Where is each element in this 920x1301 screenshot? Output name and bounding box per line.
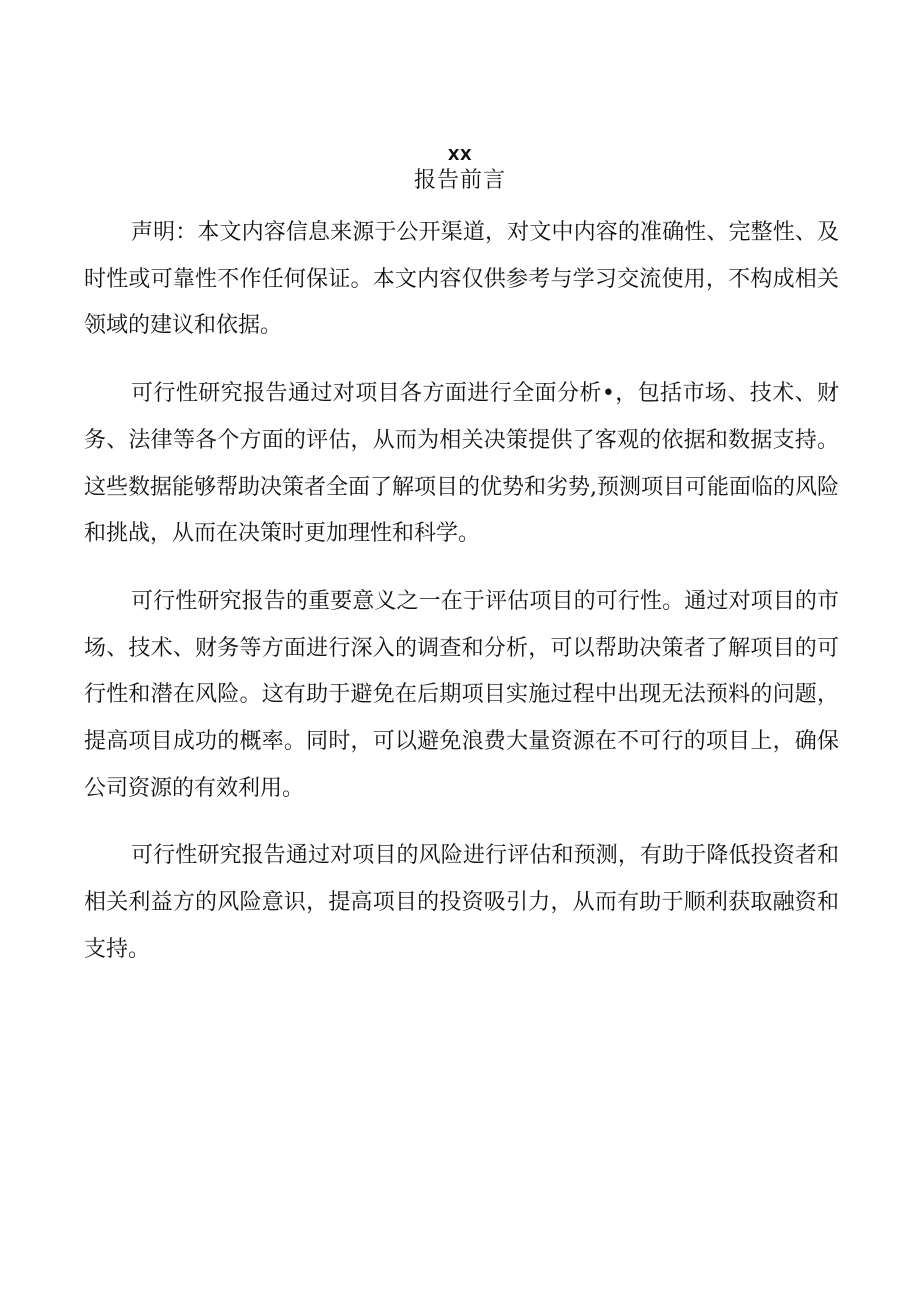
paragraph-feasibility: 可行性研究报告的重要意义之一在于评估项目的可行性。通过对项目的市场、技术、财务等方面进行深入的调查和分析，可以帮助决策者了解项目的可行性和潜在风险。这有助于避免在后期项目实施过程中出现无法预料的问题，提高项目成功的概率。同时，可以避免浪费大量资源在不可行的项目上，确保公司资源的有效利用。: [84, 588, 839, 801]
paragraph-analysis: 可行性研究报告通过对项目各方面进行全面分析•，包括市场、技术、财务、法律等各个方面的评估，从而为相关决策提供了客观的依据和数据支持。这些数据能够帮助决策者全面了解项目的优势和劣势,预测项目可能面临的风险和挑战，从而在决策时更加理性和科学。: [84, 381, 839, 547]
page-title: 报告前言: [413, 168, 506, 193]
paragraph-risk: 可行性研究报告通过对项目的风险进行评估和预测，有助于降低投资者和相关利益方的风险意识，提高项目的投资吸引力，从而有助于顺利获取融资和支持。: [84, 843, 839, 962]
document-code: XX: [447, 146, 473, 164]
document-body: [84, 210, 839, 995]
paragraph-disclaimer: 声明：本文内容信息来源于公开渠道，对文中内容的准确性、完整性、及时性或可靠性不作任何保证。本文内容仅供参考与学习交流使用，不构成相关领域的建议和依据。: [84, 220, 839, 339]
